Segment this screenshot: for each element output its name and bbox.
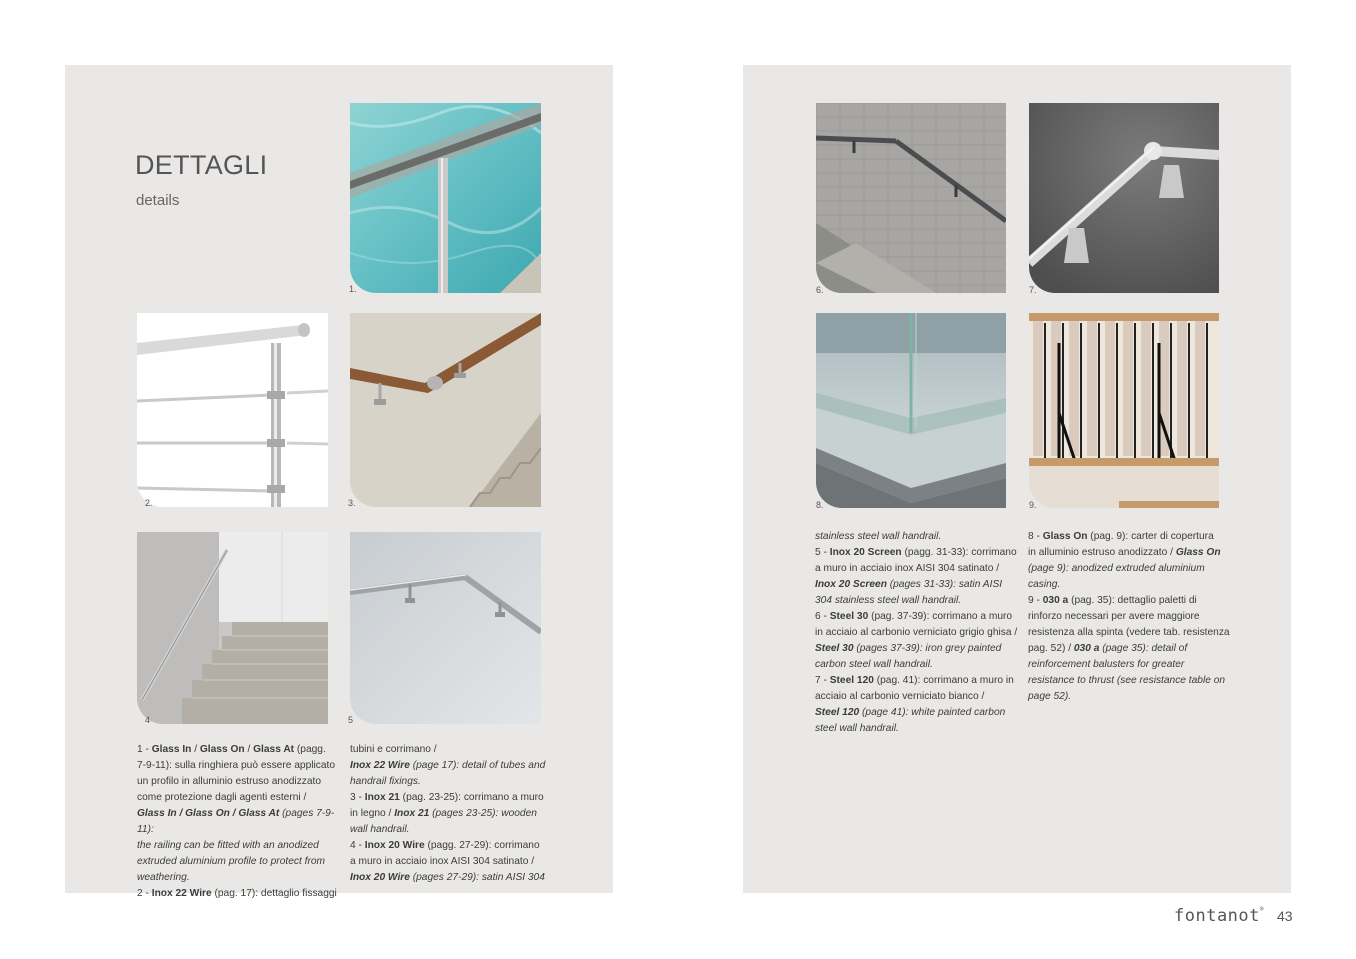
caption-line: 7-9-11): sulla ringhiera può essere applicato [137, 760, 336, 771]
caption-column-4 [1028, 529, 1233, 705]
photo-white-steel-handrail [1029, 103, 1219, 293]
caption-line: 3 - Inox 21 (pag. 23-25): corrimano a muro [350, 792, 544, 803]
caption-line: carbon steel wall handrail. [815, 659, 933, 670]
caption-line: wall handrail. [350, 824, 410, 835]
caption-line: 8 - Glass On (pag. 9): carter di copertura [1028, 531, 1214, 542]
caption-line: tubini e corrimano / [350, 744, 437, 755]
caption-line: weathering. [137, 872, 190, 883]
caption-line: come protezione dagli agenti esterni / [137, 792, 307, 803]
caption-line: un profilo in alluminio estruso anodizzato [137, 776, 322, 787]
caption-column-1 [137, 742, 342, 902]
caption-line: 7 - Steel 120 (pag. 41): corrimano a muro in [815, 675, 1014, 686]
caption-line: Inox 20 Screen (pages 31-33): satin AISI [815, 579, 1003, 590]
caption-line: in alluminio estruso anodizzato / Glass On [1028, 547, 1221, 558]
photo-inox-wire-railing [137, 313, 328, 507]
photo-glass-railing-casing [816, 313, 1006, 508]
caption-line: 5 - Inox 20 Screen (pagg. 31-33): corrimano [815, 547, 1017, 558]
caption-line: page 52). [1028, 691, 1072, 702]
caption-line: a muro in acciaio inox AISI 304 satinato / [815, 563, 1000, 574]
caption-line: in legno / Inox 21 (pages 23-25): wooden [350, 808, 537, 819]
figure-label: 8. [816, 500, 824, 510]
photo-pool-glass-railing [350, 103, 541, 293]
caption-line: 304 stainless steel wall handrail. [815, 595, 962, 606]
caption-line: stainless steel wall handrail. [815, 531, 942, 542]
photo-reinforcement-balusters [1029, 313, 1219, 508]
caption-line: rinforzo necessari per avere maggiore [1028, 611, 1200, 622]
caption-line: Steel 120 (page 41): white painted carbon [815, 707, 1006, 718]
caption-line: acciaio al carbonio verniciato bianco / [815, 691, 985, 702]
caption-line: extruded aluminium profile to protect from [137, 856, 325, 867]
photo-grey-steel-handrail [816, 103, 1006, 293]
caption-line: steel wall handrail. [815, 723, 899, 734]
page-title: DETTAGLI [135, 150, 268, 180]
figure-label: 2. [145, 498, 153, 508]
caption-line: pag. 52) / 030 a (page 35): detail of [1028, 643, 1188, 654]
caption-line: 4 - Inox 20 Wire (pagg. 27-29): corrimano [350, 840, 540, 851]
caption-line: in acciaio al carbonio verniciato grigio ghisa / [815, 627, 1018, 638]
figure-label: 1. [349, 284, 357, 294]
caption-line: 6 - Steel 30 (pag. 37-39): corrimano a muro [815, 611, 1013, 622]
figure-label: 7. [1029, 285, 1037, 295]
caption-line: Glass In / Glass On / Glass At (pages 7-9-11): [137, 808, 335, 835]
caption-line: reinforcement balusters for greater [1028, 659, 1185, 670]
caption-line: Inox 20 Wire (pages 27-29): satin AISI 304 [350, 872, 545, 883]
figure-label: 5 [348, 715, 354, 725]
page-number: 43 [1277, 908, 1293, 924]
caption-line: (page 9): anodized extruded aluminium [1028, 563, 1205, 574]
caption-line: 2 - Inox 22 Wire (pag. 17): dettaglio fissaggi [137, 888, 337, 899]
caption-line: a muro in acciaio inox AISI 304 satinato / [350, 856, 535, 867]
figure-label: 3. [348, 498, 356, 508]
brand-logo: fontanot® [1174, 906, 1265, 926]
photo-wooden-wall-handrail [350, 313, 541, 507]
caption-line: Steel 30 (pages 37-39): iron grey painted [815, 643, 1002, 654]
figure-label: 6. [816, 285, 824, 295]
caption-line: resistance to thrust (see resistance table on [1028, 675, 1226, 686]
caption-line: resistenza alla spinta (vedere tab. resistenza [1028, 627, 1230, 638]
page-subtitle: details [136, 192, 180, 209]
caption-line: 9 - 030 a (pag. 35): dettaglio paletti di [1028, 595, 1197, 606]
caption-line: handrail fixings. [350, 776, 421, 787]
caption-line: the railing can be fitted with an anodized [137, 840, 319, 851]
figure-label: 4 [145, 715, 151, 725]
caption-line: 1 - Glass In / Glass On / Glass At (pagg. [137, 744, 326, 755]
caption-column-3 [815, 529, 1020, 737]
photo-staircase-handrail [137, 532, 328, 724]
caption-line: casing. [1028, 579, 1061, 590]
caption-column-2 [350, 742, 555, 886]
caption-line: Inox 22 Wire (page 17): detail of tubes and [350, 760, 546, 771]
photo-steel-wall-handrail [350, 532, 541, 724]
figure-label: 9. [1029, 500, 1037, 510]
